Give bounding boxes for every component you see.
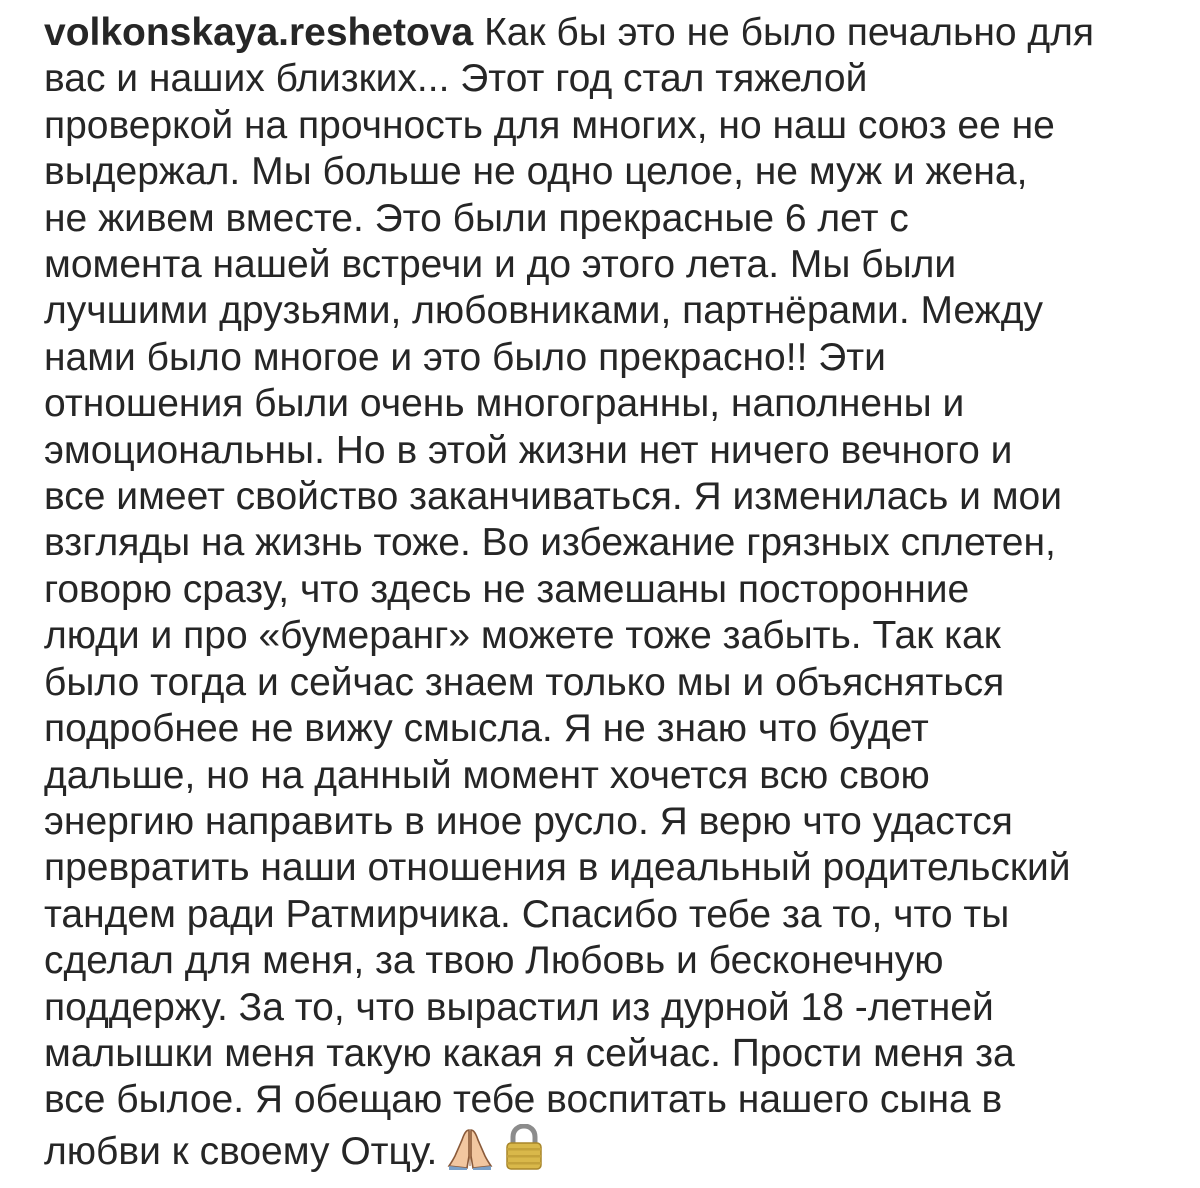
caption-line: люди и про «бумеранг» можете тоже забыть. Так как: [44, 614, 1001, 658]
caption-line: подробнее не вижу смысла. Я не знаю что будет: [44, 707, 929, 751]
caption-line: сделал для меня, за твою Любовь и бесконечную: [44, 939, 944, 983]
caption-line: момента нашей встречи и до этого лета. Мы были: [44, 243, 957, 287]
caption-line: отношения были очень многогранны, наполнены и: [44, 382, 965, 426]
caption-line-1: [44, 10, 1159, 56]
caption-line: эмоциональны. Но в этой жизни нет ничего вечного и: [44, 428, 1013, 472]
caption-line: не живем вместе. Это были прекрасные 6 лет с: [44, 196, 909, 240]
caption-line: проверкой на прочность для многих, но наш союз ее не: [44, 103, 1055, 147]
caption-line: поддержу. За то, что вырастил из дурной 18 -летней: [44, 985, 994, 1029]
caption-line: тандем ради Ратмирчика. Спасибо тебе за то, что ты: [44, 892, 1010, 936]
lock-icon: [503, 1124, 545, 1170]
caption-line: нами было многое и это было прекрасно!! Эти: [44, 335, 886, 379]
post-caption: [44, 10, 1159, 1175]
caption-line: все имеет свойство заканчиваться. Я изменилась и мои: [44, 475, 1063, 519]
caption-line: взгляды на жизнь тоже. Во избежание грязных сплетен,: [44, 521, 1056, 565]
caption-line: энергию направить в иное русло. Я верю что удастся: [44, 799, 1013, 843]
caption-line: дальше, но на данный момент хочется всю свою: [44, 753, 930, 797]
caption-text: Как бы это не было печально для: [484, 11, 1095, 54]
caption-line: превратить наши отношения в идеальный родительский: [44, 846, 1071, 890]
caption-line: все былое. Я обещаю тебе воспитать нашего сына в: [44, 1078, 1003, 1122]
caption-line-last: [44, 1124, 1159, 1175]
caption-line: лучшими друзьями, любовниками, партнёрами. Между: [44, 289, 1044, 333]
caption-line: было тогда и сейчас знаем только мы и объясняться: [44, 660, 1005, 704]
caption-line: малышки меня такую какая я сейчас. Прости меня за: [44, 1031, 1015, 1075]
username-link[interactable]: volkonskaya.reshetova: [44, 11, 474, 54]
caption-line: говорю сразу, что здесь не замешаны посторонние: [44, 567, 970, 611]
caption-line: вас и наших близких... Этот год стал тяжелой: [44, 57, 868, 101]
folded-hands-icon: [447, 1126, 493, 1170]
caption-text: любви к своему Отцу.: [44, 1129, 438, 1173]
caption-line: выдержал. Мы больше не одно целое, не муж и жена,: [44, 150, 1028, 194]
